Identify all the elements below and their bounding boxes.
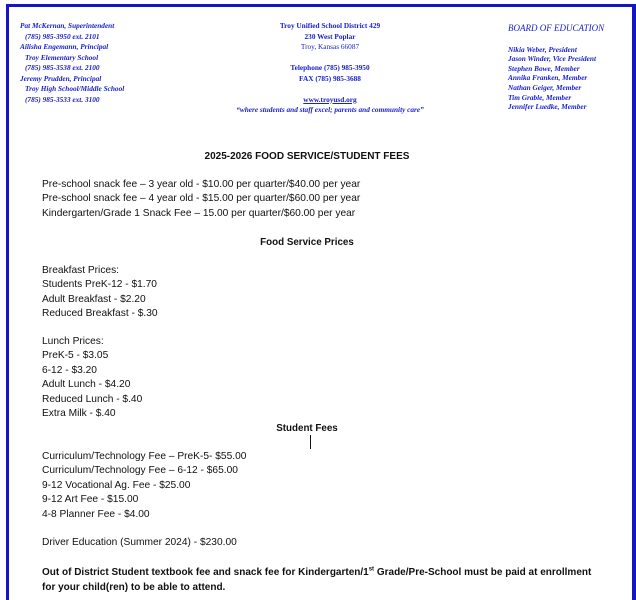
staff-line: Troy High School/Middle School	[25, 84, 125, 93]
lunch-line: 6-12 - $3.20	[42, 365, 97, 376]
board-member: Annika Franken, Member	[508, 73, 588, 83]
notice-text: Out of District Student textbook fee and snack fee for Kindergarten/1	[42, 567, 369, 578]
board-member: Jennifer Luedke, Member	[508, 102, 587, 112]
student-fee-line: 9-12 Art Fee - $15.00	[42, 494, 139, 505]
lunch-line: Lunch Prices:	[42, 336, 104, 347]
district-telephone: Telephone (785) 985-3950	[290, 63, 370, 72]
district-fax: FAX (785) 985-3688	[299, 73, 361, 83]
snack-fee-line: Pre-school snack fee – 4 year old - $15.00 per quarter/$60.00 per year	[42, 193, 361, 204]
notice-text: Grade/Pre-School must be paid at enrollment for your child(ren) to be able to attend.	[42, 567, 592, 593]
district-city: Troy, Kansas 66087	[300, 42, 360, 51]
notice-superscript: st	[368, 566, 375, 573]
breakfast-line: Breakfast Prices:	[42, 265, 119, 276]
staff-line: (785) 985-3538 ext. 2100	[25, 63, 100, 72]
board-member: Tim Grable, Member	[508, 92, 572, 102]
staff-line: Pat McKernan, Superintendent	[20, 21, 115, 30]
lunch-line: Reduced Lunch - $.40	[42, 394, 143, 405]
staff-line: Troy Elementary School	[25, 52, 99, 62]
staff-line: (785) 985-3950 ext. 2101	[25, 31, 100, 41]
student-fee-line: Curriculum/Technology Fee – 6-12 - $65.00	[42, 465, 238, 476]
board-member: Nikia Weber, President	[508, 44, 577, 54]
student-fee-line: Curriculum/Technology Fee – PreK-5- $55.00	[42, 451, 247, 462]
district-street: 230 West Poplar	[304, 31, 356, 41]
student-fees-heading: Student Fees	[276, 423, 338, 434]
staff-line: Ailisha Engemann, Principal	[20, 42, 109, 51]
board-member: Stephen Bowe, Member	[508, 63, 580, 73]
breakfast-line: Students PreK-12 - $1.70	[42, 279, 157, 290]
breakfast-line: Reduced Breakfast - $.30	[42, 308, 158, 319]
district-name: Troy Unified School District 429	[279, 21, 381, 30]
staff-line: Jeremy Prudden, Principal	[20, 73, 102, 83]
driver-education-line: Driver Education (Summer 2024) - $230.00	[42, 537, 237, 548]
enrollment-notice	[42, 565, 602, 595]
breakfast-line: Adult Breakfast - $2.20	[42, 294, 146, 305]
text-cursor	[310, 435, 311, 449]
snack-fee-line: Kindergarten/Grade 1 Snack Fee – 15.00 per quarter/$60.00 per year	[42, 208, 356, 219]
student-fee-line: 9-12 Vocational Ag. Fee - $25.00	[42, 480, 191, 491]
board-member: Jason Winder, Vice President	[508, 54, 596, 64]
lunch-line: Adult Lunch - $4.20	[42, 379, 131, 390]
document-title: 2025-2026 FOOD SERVICE/STUDENT FEES	[204, 151, 410, 162]
snack-fee-line: Pre-school snack fee – 3 year old - $10.00 per quarter/$40.00 per year	[42, 179, 361, 190]
staff-line: (785) 985-3533 ext. 3100	[25, 94, 100, 104]
student-fee-line: 4-8 Planner Fee - $4.00	[42, 509, 150, 520]
board-member: Nathan Geiger, Member	[508, 82, 582, 92]
lunch-line: Extra Milk - $.40	[42, 408, 116, 419]
district-website-link[interactable]: www.troyusd.org	[303, 94, 357, 104]
lunch-line: PreK-5 - $3.05	[42, 350, 109, 361]
district-motto: “where students and staff excel; parents and community care”	[236, 105, 424, 114]
board-title: BOARD OF EDUCATION	[508, 23, 605, 33]
food-service-heading: Food Service Prices	[260, 237, 354, 248]
